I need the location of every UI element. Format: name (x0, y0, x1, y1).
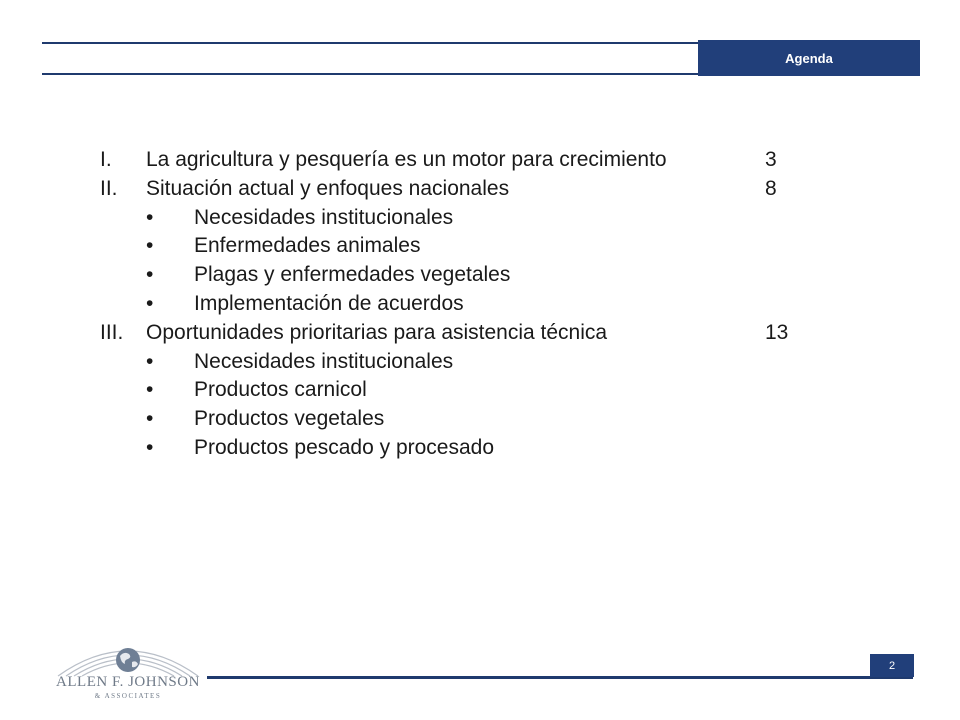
section-tab (698, 40, 920, 76)
subitem-title: Productos carnicol (194, 378, 367, 402)
agenda-subitem (0, 434, 960, 463)
subitem-title: Productos pescado y procesado (194, 435, 495, 459)
agenda-section-1 (0, 146, 960, 175)
bullet-icon: • (146, 263, 154, 287)
section-title: La agricultura y pesquería es un motor para crecimiento (146, 148, 667, 171)
page-number: 2 (888, 659, 896, 672)
bullet-icon: • (146, 349, 154, 373)
subitem-title: Productos vegetales (194, 407, 385, 431)
header-rule-bottom (42, 73, 698, 75)
bullet-icon: • (146, 407, 154, 431)
agenda-subitem (0, 376, 960, 405)
subitem-title: Plagas y enfermedades vegetales (194, 263, 511, 287)
subitem-title: Necesidades institucionales (194, 205, 454, 229)
section-page: 3 (765, 148, 777, 171)
subitem-title: Enfermedades animales (194, 234, 421, 258)
logo-subtitle: & ASSOCIATES (94, 692, 162, 700)
footer-rule (207, 676, 913, 679)
page-number-box (870, 654, 914, 677)
section-page: 8 (765, 176, 777, 200)
agenda-subitem (0, 232, 960, 261)
section-number: I. (100, 148, 112, 171)
bullet-icon: • (146, 234, 154, 258)
section-label: Agenda (785, 50, 833, 66)
bullet-icon: • (146, 435, 154, 459)
section-number: II. (100, 176, 118, 200)
section-page: 13 (765, 320, 789, 344)
header-rule-top (42, 42, 698, 44)
agenda-list (0, 146, 960, 463)
subitem-title: Necesidades institucionales (194, 349, 454, 373)
agenda-subitem (0, 261, 960, 290)
section-title: Situación actual y enfoques nacionales (146, 176, 510, 200)
agenda-subitem (0, 348, 960, 377)
globe-icon (116, 648, 140, 672)
section-number: III. (100, 320, 124, 344)
agenda-subitem (0, 204, 960, 233)
agenda-subitem (0, 290, 960, 319)
agenda-section-2 (0, 175, 960, 204)
agenda-section-3 (0, 319, 960, 348)
bullet-icon: • (146, 378, 154, 402)
bullet-icon: • (146, 291, 154, 315)
company-logo (44, 632, 212, 704)
subitem-title: Implementación de acuerdos (194, 291, 464, 315)
section-title: Oportunidades prioritarias para asistencia técnica (146, 320, 608, 344)
logo-name: ALLEN F. JOHNSON (56, 674, 200, 690)
bullet-icon: • (146, 205, 154, 229)
agenda-subitem (0, 405, 960, 434)
